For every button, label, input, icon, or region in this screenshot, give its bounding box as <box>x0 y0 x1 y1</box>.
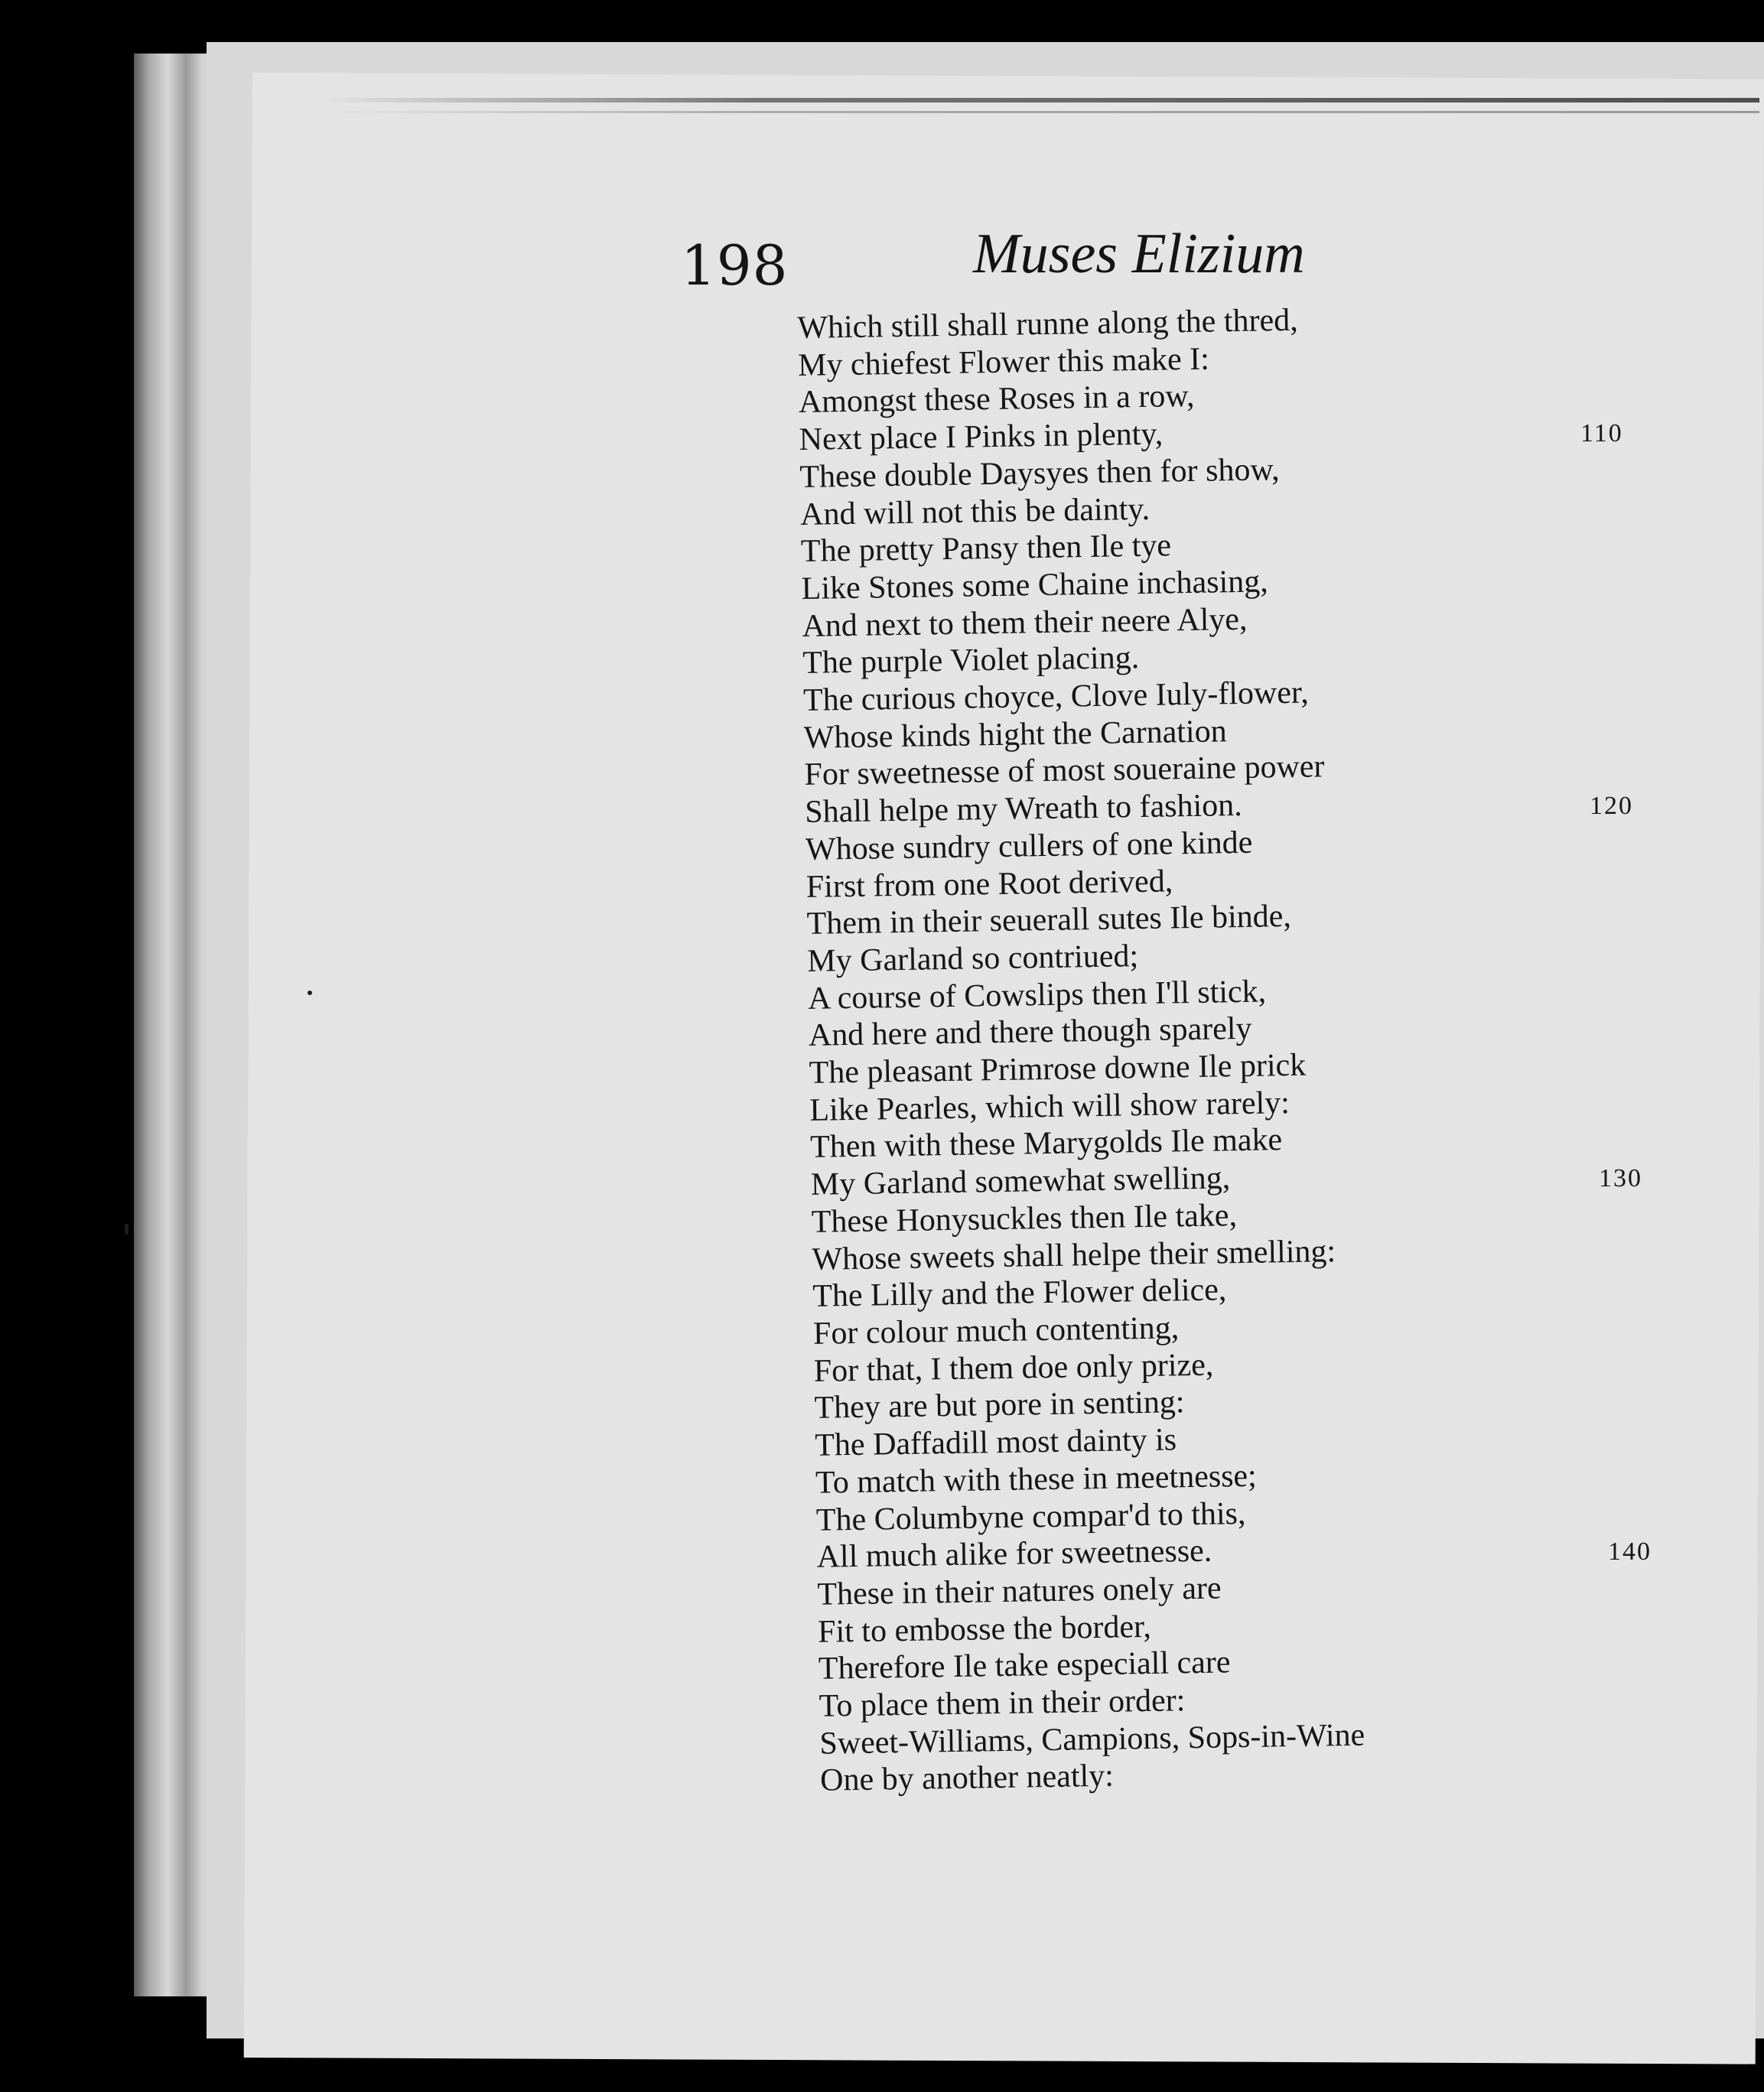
poem-line: All much alike for sweetnesse. <box>816 1533 1212 1575</box>
poem-line: Next place I Pinks in plenty, <box>799 416 1164 458</box>
line-number-130: 130 <box>1599 1164 1642 1192</box>
poem-line: To place them in their order: <box>819 1683 1186 1724</box>
poem-line: The Columbyne compar'd to this, <box>815 1495 1246 1538</box>
poem-line: Shall helpe my Wreath to fashion. <box>804 788 1243 831</box>
line-number-140: 140 <box>1608 1537 1652 1566</box>
poem-line: These Honysuckles then Ile take, <box>811 1197 1238 1240</box>
page-edge-shadow <box>321 98 1759 102</box>
poem-line: A course of Cowslips then I'll stick, <box>807 974 1267 1017</box>
poem-line: Them in their seuerall sutes Ile binde, <box>806 899 1292 942</box>
poem-text <box>797 298 1585 1800</box>
poem-line: The Lilly and the Flower delice, <box>812 1272 1227 1315</box>
edge-mark <box>125 1224 129 1235</box>
poem-line: Whose kinds hight the Carnation <box>803 713 1228 756</box>
poem-line: Which still shall runne along the thred, <box>797 302 1299 346</box>
poem-line: Sweet-Williams, Campions, Sops-in-Wine <box>819 1717 1365 1762</box>
poem-line: The Daffadill most dainty is <box>814 1422 1177 1463</box>
poem-line: Amongst these Roses in a row, <box>798 379 1195 421</box>
poem-line: Whose sundry cullers of one kinde <box>805 825 1253 867</box>
poem-line: The pleasant Primrose downe Ile prick <box>809 1047 1307 1091</box>
poem-line: And next to them their neere Alye, <box>802 601 1248 644</box>
poem-line: These in their natures onely are <box>817 1570 1222 1612</box>
poem-line: The curious choyce, Clove Iuly-flower, <box>802 675 1310 718</box>
poem-line: Like Stones some Chaine inchasing, <box>801 564 1269 607</box>
line-number-110: 110 <box>1580 419 1623 447</box>
poem-line: And here and there though sparely <box>808 1011 1252 1054</box>
poem-line: First from one Root derived, <box>806 863 1173 905</box>
poem-line: Fit to embosse the border, <box>817 1609 1152 1650</box>
poem-line: For sweetnesse of most soueraine power <box>804 749 1325 793</box>
poem-line: And will not this be dainty. <box>799 491 1151 532</box>
poem-line: The pretty Pansy then Ile tye <box>800 528 1172 570</box>
ink-speck <box>308 991 312 995</box>
poem-line: My chiefest Flower this make I: <box>797 341 1210 383</box>
poem-line: These double Daysyes then for show, <box>799 451 1280 495</box>
book-fore-edge <box>134 54 218 1996</box>
poem-line: For that, I them doe only prize, <box>813 1347 1214 1389</box>
poem-line: The purple Violet placing. <box>802 640 1140 682</box>
poem-line: They are but pore in senting: <box>814 1384 1185 1427</box>
poem-line: To match with these in meetnesse; <box>815 1458 1258 1501</box>
page-edge-shadow-secondary <box>321 111 1759 113</box>
poem-line: My Garland somewhat swelling, <box>810 1160 1231 1203</box>
poem-line: One by another neatly: <box>819 1759 1115 1799</box>
page-number: 198 <box>681 233 789 298</box>
poem-line: My Garland so contriued; <box>807 939 1139 979</box>
poem-line: Then with these Marygolds Ile make <box>809 1122 1283 1166</box>
running-title: Muses Elizium <box>973 223 1305 285</box>
poem-line: Like Pearles, which will show rarely: <box>809 1085 1290 1128</box>
poem-line: For colour much contenting, <box>812 1310 1180 1352</box>
poem-line: Therefore Ile take especiall care <box>818 1645 1231 1687</box>
poem-line: Whose sweets shall helpe their smelling: <box>812 1233 1336 1277</box>
line-number-120: 120 <box>1590 792 1633 820</box>
